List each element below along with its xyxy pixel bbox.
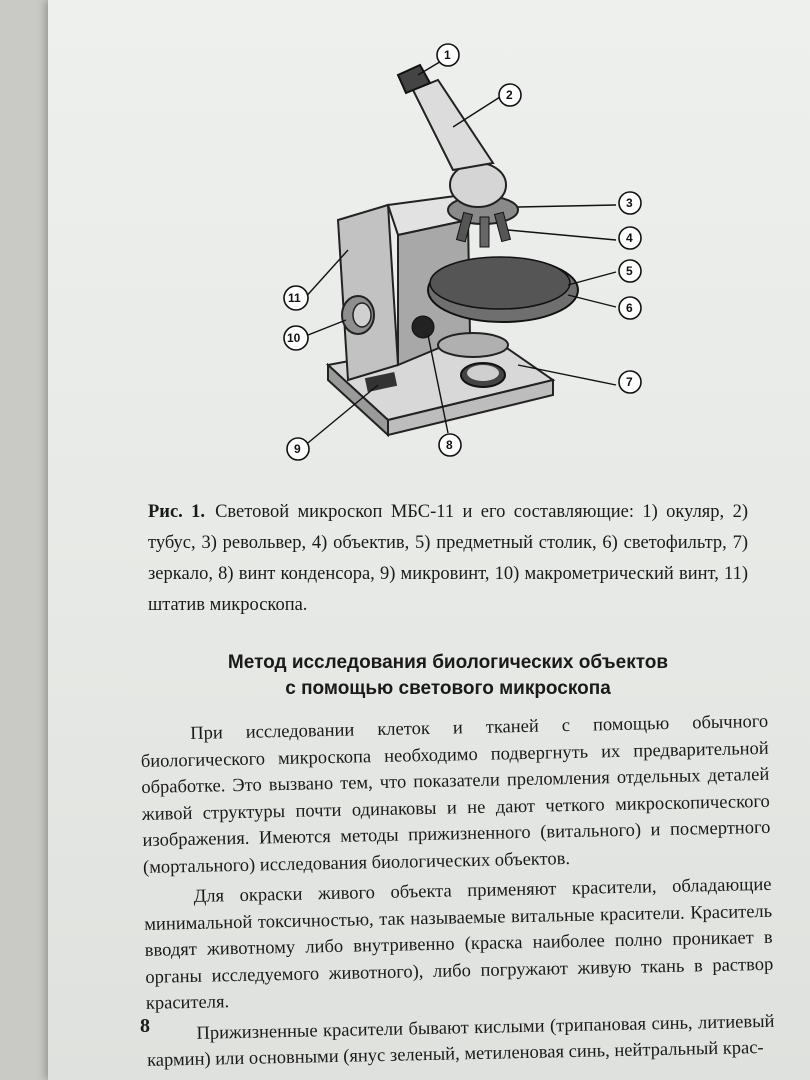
page-number: 8 <box>140 1015 150 1037</box>
callout-8: 8 <box>446 438 453 452</box>
figure-caption-text: Световой микроскоп МБС-11 и его составляющие: 1) окуляр, 2) тубус, 3) револьвер, 4) объектив, 5) предметный столик, 6) светофильтр, 7) зеркало, 8) винт конденсора, 9) микровинт, 10) макрометрический винт, 11) штатив микроскопа. <box>148 502 748 615</box>
body-text <box>140 709 775 1079</box>
section-heading-line1: Метод исследования биологических объектов <box>227 652 669 673</box>
callout-9: 9 <box>294 442 301 456</box>
callout-3: 3 <box>626 196 633 210</box>
section-heading-line2: с помощью светового микроскопа <box>285 678 611 699</box>
figure-caption <box>148 497 748 621</box>
paragraph-2: Для окраски живого объекта применяют красители, обладающие минимальной токсичностью, так называемые витальные красители. Краситель вводят животному либо внутривенно (краска наиболее полно проникает в органы исследуемого животного), либо погружают живую ткань в раствор красителя. <box>144 874 774 1014</box>
callout-4: 4 <box>626 231 633 245</box>
figure-label: Рис. 1. <box>148 502 206 522</box>
callout-2: 2 <box>506 88 513 102</box>
book-page <box>48 0 810 1080</box>
callout-5: 5 <box>626 264 633 278</box>
section-heading <box>148 650 748 702</box>
paragraph-1: При исследовании клеток и тканей с помощью обычного биологического микроскопа необходимо подвергнуть их предварительной обработке. Это вызвано тем, что показатели преломления отдельных деталей живой структуры почти одинаковы и не дают четкого микроскопического изображения. Имеются методы прижизненного (витального) и посмертного (мортального) исследования биологических объектов. <box>140 711 771 878</box>
callout-10: 10 <box>287 331 301 345</box>
callout-1: 1 <box>444 48 451 62</box>
callout-6: 6 <box>626 301 633 315</box>
callout-7: 7 <box>626 375 633 389</box>
callout-11: 11 <box>288 291 301 305</box>
microscope-illustration <box>238 35 678 475</box>
paragraph-3: Прижизненные красители бывают кислыми (трипановая синь, литиевый кармин) или основными (янус зеленый, метиленовая синь, нейтральный крас- <box>146 1011 775 1071</box>
